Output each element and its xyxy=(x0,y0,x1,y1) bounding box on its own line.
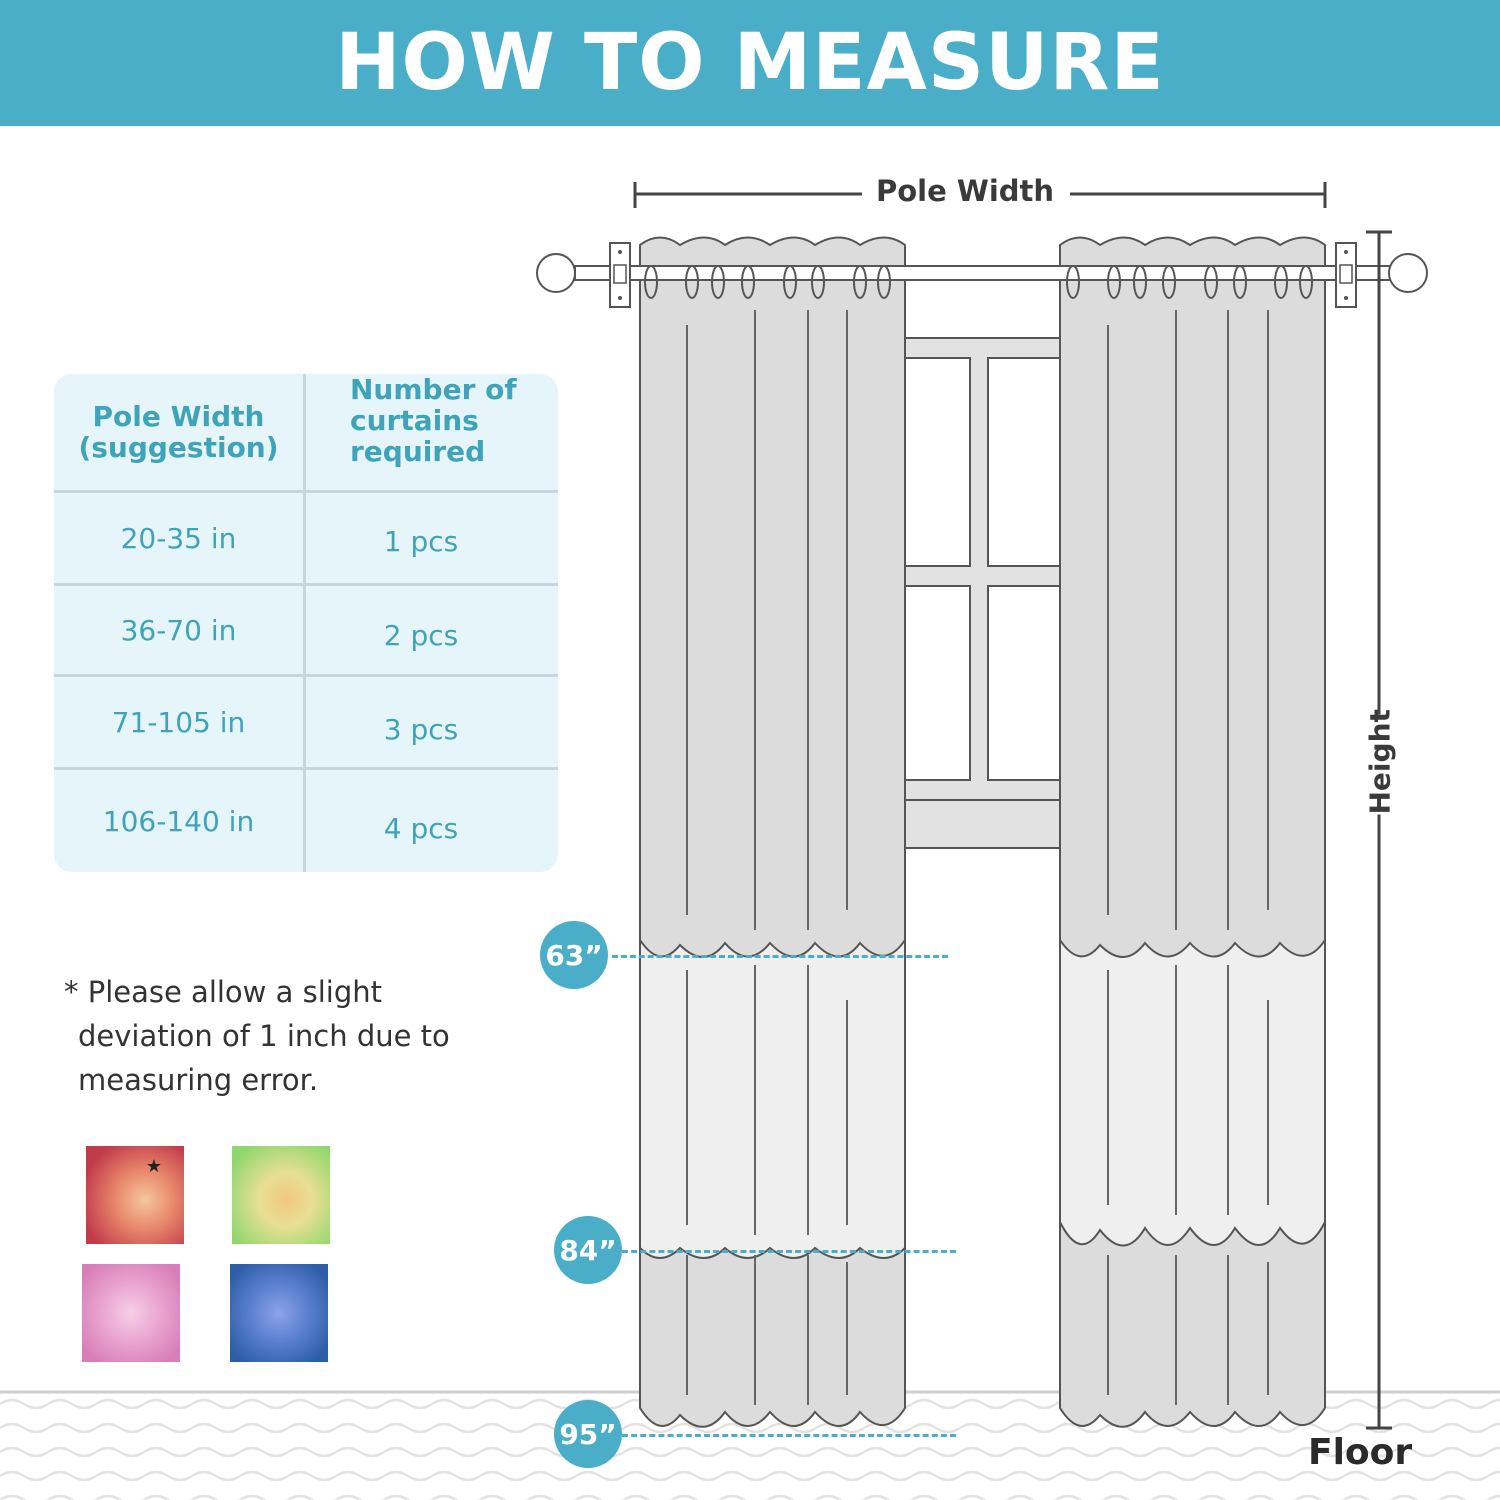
size-table xyxy=(54,374,558,872)
guide-63 xyxy=(612,955,948,958)
row-4-width: 106-140 in xyxy=(102,804,255,838)
pink-swatch xyxy=(82,1264,180,1362)
header-pole-width-line2: (suggestion) xyxy=(78,431,279,464)
header-curtain-count-line2: curtains xyxy=(350,404,479,437)
row-4-count: 4 pcs xyxy=(383,811,459,845)
pole-width-label: Pole Width xyxy=(875,174,1055,208)
star-icon: ★ xyxy=(145,1156,162,1177)
row-3-width: 71-105 in xyxy=(111,705,246,739)
header-curtain-count xyxy=(306,374,558,490)
right-curtain xyxy=(1060,238,1325,1427)
window xyxy=(905,338,1060,848)
row-1-count: 1 pcs xyxy=(383,524,459,558)
header-pole-width xyxy=(54,374,303,490)
floor-label: Floor xyxy=(1308,1432,1413,1473)
length-badge-84: 84” xyxy=(554,1216,622,1284)
row-1-width: 20-35 in xyxy=(120,521,237,555)
header-curtain-count-line3: required xyxy=(350,435,486,468)
note-line-3: measuring error. xyxy=(78,1063,319,1097)
header-pole-width-line1: Pole Width xyxy=(92,400,265,433)
green-yellow-swatch xyxy=(232,1146,330,1244)
rose-orange-swatch xyxy=(86,1146,184,1244)
note-line-2: deviation of 1 inch due to xyxy=(78,1019,450,1053)
note-line-1: * Please allow a slight xyxy=(64,975,382,1009)
left-curtain xyxy=(640,238,905,1427)
guide-84 xyxy=(622,1250,956,1253)
height-dimension xyxy=(1366,232,1392,1428)
measurement-note xyxy=(64,970,484,1102)
length-badge-95: 95” xyxy=(554,1400,622,1468)
header-curtain-count-line1: Number of xyxy=(350,374,517,406)
row-2-count: 2 pcs xyxy=(383,618,459,652)
row-3-count: 3 pcs xyxy=(383,712,459,746)
blue-swatch xyxy=(230,1264,328,1362)
page-title: HOW TO MEASURE xyxy=(335,18,1165,108)
length-badge-63: 63” xyxy=(540,921,608,989)
height-label: Height xyxy=(1363,709,1397,815)
guide-95 xyxy=(622,1434,956,1437)
row-2-width: 36-70 in xyxy=(120,613,237,647)
